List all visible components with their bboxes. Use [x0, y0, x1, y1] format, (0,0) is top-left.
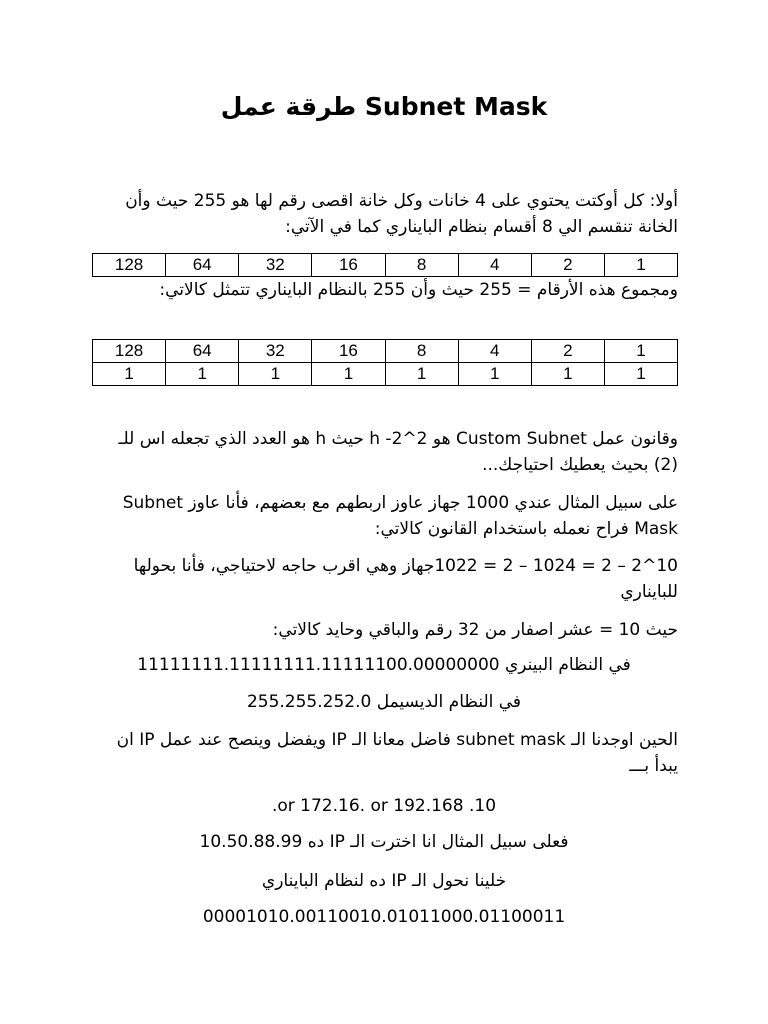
where-paragraph: حيث 10 = عشر اصفار من 32 رقم والباقي وحايد كالاتي:	[272, 620, 678, 640]
table-row	[93, 363, 678, 386]
table-cell: 32	[239, 254, 312, 277]
convert-line: خلينا نحول الـ IP ده لنظام البايناري	[261, 871, 507, 891]
table-cell: 64	[166, 340, 239, 363]
table-cell: 1	[93, 363, 166, 386]
table-cell: 64	[166, 254, 239, 277]
table-cell: 128	[93, 340, 166, 363]
table-cell: 8	[385, 340, 458, 363]
table-cell: 32	[239, 340, 312, 363]
table-cell: 16	[312, 254, 385, 277]
ip-recommendation-paragraph: الحين اوجدنا الـ subnet mask فاضل معانا الـ IP ويفضل وينصح عند عمل IP ان يبدأ بـــ	[116, 730, 678, 776]
table-row	[93, 254, 678, 277]
table-cell: 1	[604, 340, 677, 363]
table-cell: 16	[312, 340, 385, 363]
bit-values-table	[92, 253, 678, 277]
table-cell: 1	[458, 363, 531, 386]
table-cell: 1	[166, 363, 239, 386]
example-ip-line: فعلى سبيل المثال انا اخترت الـ IP ده 10.50.88.99	[199, 832, 569, 852]
table-cell: 1	[531, 363, 604, 386]
table-cell: 1	[312, 363, 385, 386]
table-cell: 8	[385, 254, 458, 277]
table-row	[93, 340, 678, 363]
table-cell: 128	[93, 254, 166, 277]
table-cell: 2	[531, 340, 604, 363]
binary-255-table	[92, 339, 678, 386]
table-cell: 4	[458, 340, 531, 363]
intro-paragraph: أولا: كل أوكتت يحتوي على 4 خانات وكل خانة اقصى رقم لها هو 255 حيث وأن الخانة تنقسم الي 8 أقسام بنظام البايناري كما في الآتي:	[125, 191, 678, 237]
table-cell: 4	[458, 254, 531, 277]
binary-mask-line: في النظام البينري 11111111.11111111.11111100.00000000	[137, 655, 631, 675]
ip-binary-line: 00001010.00110010.01011000.01100011	[202, 907, 566, 927]
decimal-mask-line: في النظام الديسيمل 255.255.252.0	[246, 692, 522, 712]
table-cell: 1	[385, 363, 458, 386]
table-cell: 1	[239, 363, 312, 386]
sum-paragraph: ومجموع هذه الأرقام = 255 حيث وأن 255 بالنظام البايناري تتمثل كالاتي:	[159, 280, 678, 300]
page-title: طرقة عمل Subnet Mask	[220, 92, 548, 121]
private-ranges-line: 10. or 172.16. or 192.168.	[271, 796, 497, 816]
calculation-paragraph: 10^2 – 2 = 1024 – 2 = 1022جهاز وهي اقرب حاجه لاحتياجي، فأنا بحولها للبايناري	[133, 556, 678, 602]
table-cell: 1	[604, 254, 677, 277]
table-cell: 2	[531, 254, 604, 277]
table-cell: 1	[604, 363, 677, 386]
law-paragraph: وقانون عمل Custom Subnet هو 2^h -2 حيث h هو العدد الذي تجعله اس للـ (2) بحيث يعطيك احتياجك...	[118, 429, 678, 475]
example-paragraph: على سبيل المثال عندي 1000 جهاز عاوز اربطهم مع بعضهم، فأنا عاوز Subnet Mask فراح نعمله باستخدام القانون كالاتي:	[122, 493, 678, 539]
